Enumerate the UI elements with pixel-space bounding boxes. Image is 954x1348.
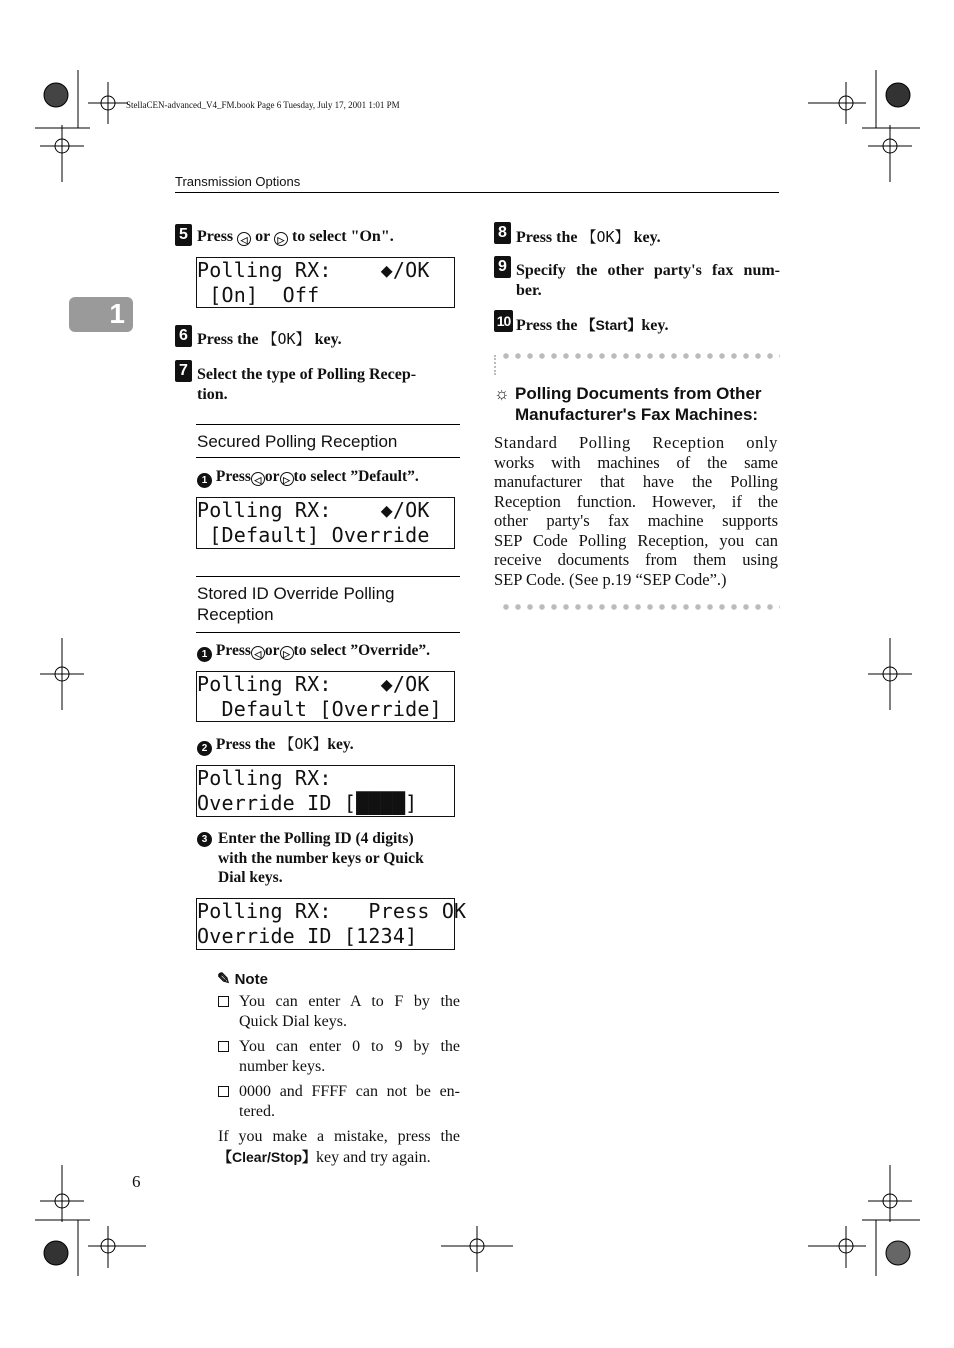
lcd-line-1: Polling RX: Press OK — [197, 899, 467, 923]
right-arrow-icon: ▷ — [274, 232, 288, 246]
secured-substep-1 — [197, 467, 467, 488]
clear-stop-key: 【Clear/Stop】 — [218, 1149, 317, 1165]
note-item — [218, 1082, 460, 1122]
stored-substep-1 — [197, 641, 467, 662]
section-rule — [196, 457, 460, 458]
left-arrow-icon: ◁ — [251, 472, 265, 486]
page-number: 6 — [132, 1172, 141, 1191]
step-text: Dial keys. — [218, 869, 283, 886]
step-6 — [175, 325, 465, 347]
note-text: Quick Dial keys. — [239, 1013, 347, 1030]
ok-key: 【OK】 — [581, 228, 630, 246]
step-text: Press the — [516, 317, 578, 334]
step-text: Specify the other party's fax num- — [516, 262, 780, 279]
chapter-number: 1 — [109, 298, 125, 329]
note-text: You can enter 0 to 9 by the — [239, 1038, 460, 1055]
step-8 — [494, 222, 784, 244]
lightbulb-icon: ☼ — [494, 384, 510, 403]
tip-body — [494, 433, 778, 589]
tip-text: Standard Polling Reception only — [494, 433, 778, 452]
note-text: You can enter A to F by the — [239, 993, 460, 1010]
step-text: with the number keys or Quick — [218, 849, 424, 867]
key-label: OK — [596, 228, 615, 246]
key-label: OK — [277, 330, 296, 348]
tip-text: receive documents from them using — [494, 550, 778, 569]
pencil-icon: ✎ — [217, 971, 231, 988]
stored-polling-title — [197, 583, 394, 625]
tip-corner-dots — [494, 355, 497, 375]
note-item — [218, 992, 460, 1032]
substep-number: 3 — [197, 832, 212, 847]
section-rule — [196, 576, 460, 577]
book-info: StellaCEN-advanced_V4_FM.book Page 6 Tuesday, July 17, 2001 1:01 PM — [126, 100, 400, 110]
note-text: 0000 and FFFF can not be en- — [239, 1083, 460, 1100]
step-text: Select the type of Polling Recep- — [197, 366, 417, 383]
step-text: Enter the Polling ID (4 digits) — [218, 830, 414, 847]
step-10 — [494, 310, 784, 332]
step-text: key. — [633, 229, 661, 246]
note-text: If you make a mistake, press the — [218, 1128, 460, 1145]
lcd-display — [196, 497, 455, 549]
step-5 — [175, 224, 465, 246]
left-arrow-icon: ◁ — [237, 232, 251, 246]
lcd-display — [196, 257, 455, 308]
right-arrow-icon: ▷ — [280, 472, 294, 486]
step-text: Press — [197, 228, 234, 245]
step-text: tion. — [197, 386, 228, 403]
step-number: 10 — [494, 310, 513, 332]
checkbox-bullet-icon — [218, 1041, 229, 1052]
ok-key: 【OK】 — [262, 330, 311, 348]
checkbox-bullet-icon — [218, 996, 229, 1007]
step-text: to select ”Override”. — [293, 642, 430, 659]
note-title: Note — [234, 971, 268, 988]
substep-number: 1 — [197, 473, 212, 488]
step-text: to select "On". — [291, 228, 394, 245]
lcd-line-1: Polling RX: — [197, 766, 332, 790]
step-number: 5 — [175, 224, 192, 246]
step-text: ber. — [516, 282, 542, 299]
lcd-line-1: Polling RX: ◆/OK — [197, 672, 430, 696]
secured-polling-title: Secured Polling Reception — [197, 432, 398, 451]
header-rule — [175, 192, 779, 193]
step-7 — [175, 360, 465, 404]
note-item — [218, 1037, 460, 1077]
section-rule — [196, 632, 460, 633]
step-text: Press — [215, 642, 251, 659]
tip-text: SEP Code. (See p.19 “SEP Code”.) — [494, 569, 727, 589]
lcd-line-1: Polling RX: ◆/OK — [197, 258, 430, 282]
right-arrow-icon: ▷ — [280, 646, 294, 660]
start-key: 【Start】 — [581, 317, 642, 333]
key-label: Clear/Stop — [232, 1149, 303, 1165]
step-text: or — [255, 228, 270, 245]
note-text: key and try again. — [316, 1149, 431, 1166]
substep-number: 1 — [197, 647, 212, 662]
lcd-line-2: Default [Override] — [197, 697, 442, 721]
lcd-display — [196, 898, 467, 950]
lcd-display — [196, 671, 455, 722]
note-text: number keys. — [239, 1058, 326, 1075]
step-text: key. — [314, 331, 342, 348]
tip-title: Polling Documents from Other — [515, 384, 762, 403]
step-text: Press the — [215, 736, 276, 753]
tip-text: Reception function. However, if the — [494, 491, 778, 511]
note-mistake — [218, 1127, 460, 1168]
lcd-line-2: [Default] Override — [197, 523, 430, 547]
step-text: key. — [327, 736, 354, 753]
tip-text: other party's fax machine supports — [494, 511, 778, 530]
note-text: tered. — [239, 1103, 275, 1120]
stored-substep-3 — [197, 829, 467, 888]
step-text: Press the — [516, 229, 578, 246]
lcd-line-2: [On] Off — [197, 283, 320, 307]
stored-substep-2 — [197, 735, 467, 756]
lcd-line-2: Override ID [████] — [197, 791, 418, 815]
ok-key: 【OK】 — [279, 735, 328, 753]
step-9 — [494, 256, 784, 300]
key-label: OK — [294, 735, 313, 753]
tip-text: works with machines of the same — [494, 452, 778, 472]
step-number: 8 — [494, 222, 511, 244]
note-heading — [217, 969, 268, 989]
title-line: Reception — [197, 605, 274, 624]
step-text: key. — [641, 317, 669, 334]
lcd-line-1: Polling RX: ◆/OK — [197, 498, 430, 522]
step-text: or — [264, 468, 280, 485]
tip-bottom-dots — [500, 604, 780, 610]
section-rule — [196, 424, 460, 425]
tip-heading — [494, 383, 784, 425]
tip-title: Manufacturer's Fax Machines: — [515, 405, 759, 424]
tip-text: manufacturer that have the Polling — [494, 472, 778, 491]
step-number: 6 — [175, 325, 192, 347]
step-number: 9 — [494, 256, 511, 278]
step-text: or — [264, 642, 280, 659]
substep-number: 2 — [197, 741, 212, 756]
step-number: 7 — [175, 360, 192, 382]
title-line: Stored ID Override Polling — [197, 584, 395, 603]
running-header: Transmission Options — [175, 174, 301, 189]
step-text: Press the — [197, 331, 259, 348]
lcd-line-2: Override ID [1234] — [197, 924, 418, 948]
lcd-display — [196, 765, 455, 817]
left-arrow-icon: ◁ — [251, 646, 265, 660]
key-label: Start — [595, 317, 628, 333]
step-text: Press — [215, 468, 251, 485]
tip-text: SEP Code Polling Reception, you can — [494, 530, 778, 550]
step-text: to select ”Default”. — [293, 468, 419, 485]
chapter-tab — [69, 297, 133, 332]
tip-top-dots — [500, 353, 780, 359]
checkbox-bullet-icon — [218, 1086, 229, 1097]
